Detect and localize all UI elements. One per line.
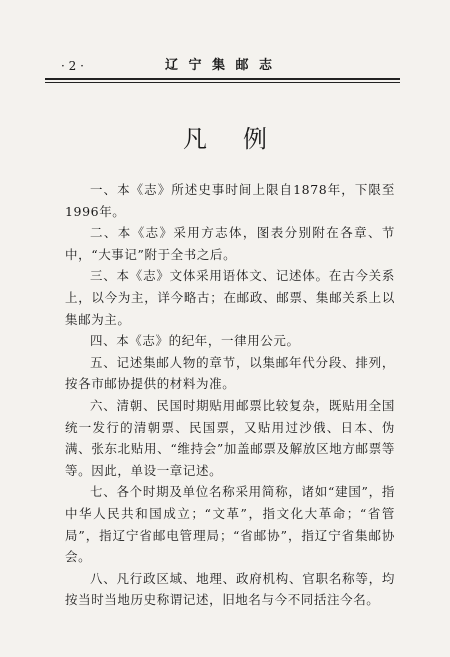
paragraph-4: 四、本《志》的纪年，一律用公元。 — [90, 333, 300, 349]
header-rule-thin — [45, 82, 400, 83]
page-number: · 2 · — [61, 59, 84, 73]
paragraph-5: 五、记述集邮人物的章节，以集邮年代分段、排列，按各市邮协提供的材料为准。 — [65, 354, 395, 392]
paragraph-3: 三、本《志》文体采用语体文、记述体。在古今关系上，以今为主，详今略古；在邮政、邮票、集邮关系上以集邮为主。 — [65, 268, 395, 327]
paragraph-2: 二、本《志》采用方志体，图表分别附在各章、节中，“大事记”附于全书之后。 — [65, 225, 395, 262]
running-title: 辽 宁 集 邮 志 — [164, 58, 276, 73]
section-title: 凡例 — [183, 125, 303, 153]
paragraph-6: 六、清朝、民国时期贴用邮票比较复杂，既贴用全国统一发行的清朝票、民国票，又贴用过沙俄、日本、伪满、张东北贴用、“维持会”加盖邮票及解放区地方邮票等等。因此，单设一章记述。 — [65, 397, 395, 478]
body-text — [65, 179, 395, 611]
page-header — [45, 58, 395, 76]
paragraph-1: 一、本《志》所述史事时间上限自1878年，下限至1996年。 — [65, 182, 395, 219]
paragraph-7: 七、各个时期及单位名称采用简称，诸如“建国”，指中华人民共和国成立；“文革”，指文化大革命；“省管局”，指辽宁省邮电管理局；“省邮协”，指辽宁省集邮协会。 — [65, 484, 395, 565]
paragraph-8: 八、凡行政区域、地理、政府机构、官职名称等，均按当时当地历史称谓记述，旧地名与今不同括注今名。 — [65, 570, 395, 608]
header-rule — [45, 78, 400, 80]
